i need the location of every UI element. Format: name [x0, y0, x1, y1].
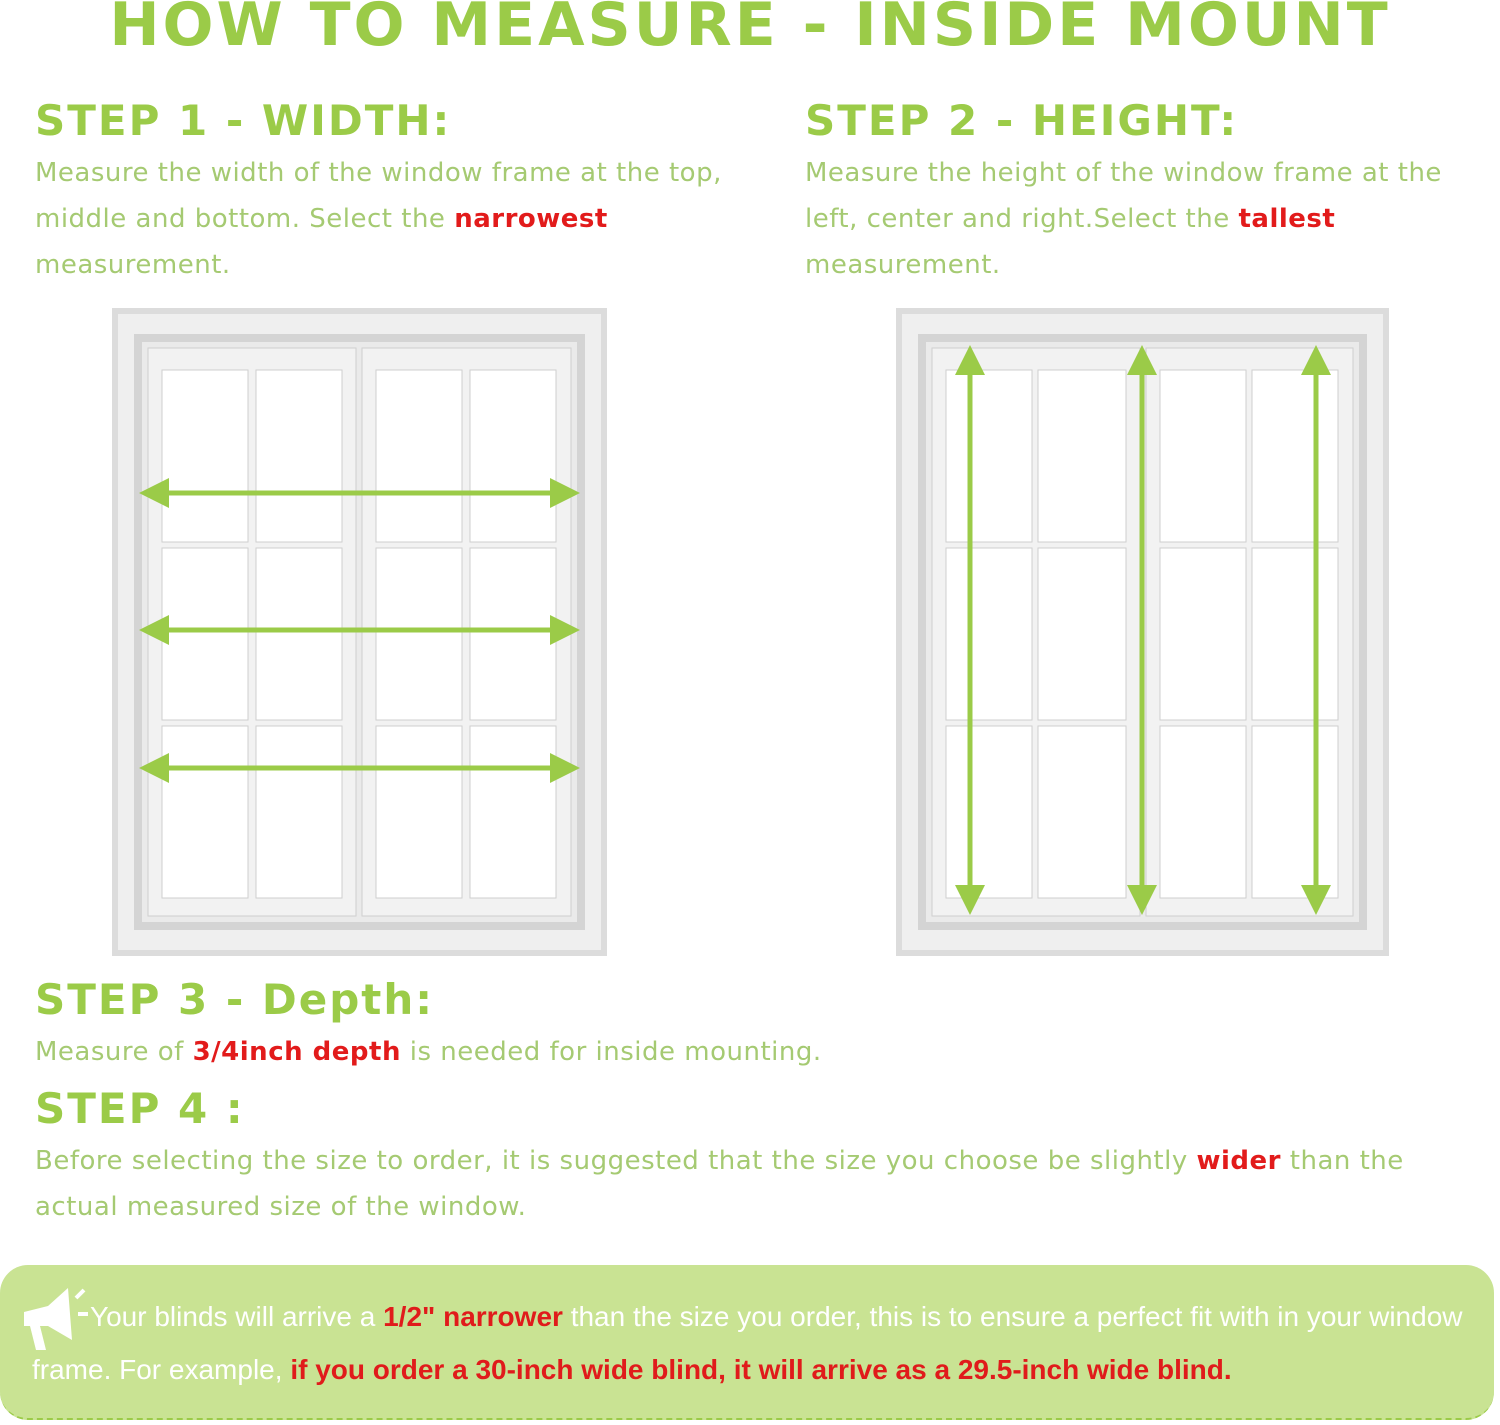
step1-highlight: narrowest: [454, 204, 608, 234]
step2-text-a: Measure the height of the window frame at the left, center and right.Select the: [805, 158, 1442, 234]
window-width-illustration: [112, 308, 607, 956]
step4-text: [35, 1138, 1475, 1230]
step1-text-a: Measure the width of the window frame at the top, middle and bottom. Select the: [35, 158, 722, 234]
step3-heading: STEP 3 - Depth:: [35, 975, 435, 1024]
step2-text: [805, 150, 1445, 288]
step3-highlight: 3/4inch depth: [192, 1037, 401, 1067]
step4-heading: STEP 4 :: [35, 1084, 245, 1133]
page-title: HOW TO MEASURE - INSIDE MOUNT: [109, 0, 1391, 60]
notice-text-a: Your blinds will arrive a: [90, 1301, 384, 1332]
step1-text: [35, 150, 735, 288]
step3-text-a: Measure of: [35, 1037, 193, 1067]
step1-heading: STEP 1 - WIDTH:: [35, 96, 452, 145]
step3-text: [35, 1029, 1435, 1075]
notice-highlight-b: if you order a 30-inch wide blind, it will arrive as a 29.5-inch wide blind.: [290, 1354, 1232, 1385]
step4-highlight: wider: [1196, 1146, 1281, 1176]
step3-text-b: is needed for inside mounting.: [400, 1037, 822, 1067]
step1-text-b: measurement.: [35, 250, 231, 280]
step4-text-a: Before selecting the size to order, it is suggested that the size you choose be slightly: [35, 1146, 1197, 1176]
step2-text-b: measurement.: [805, 250, 1001, 280]
window-height-illustration: [896, 308, 1389, 956]
notice-text: [32, 1290, 1482, 1396]
notice-highlight-a: 1/2" narrower: [383, 1301, 563, 1332]
step2-heading: STEP 2 - HEIGHT:: [805, 96, 1239, 145]
step2-highlight: tallest: [1238, 204, 1336, 234]
step4-text-b: than the actual measured size of the window.: [35, 1146, 1404, 1222]
notice-text-b: than the size you order, this is to ensure a perfect fit with in your window frame. For example,: [32, 1301, 1463, 1385]
